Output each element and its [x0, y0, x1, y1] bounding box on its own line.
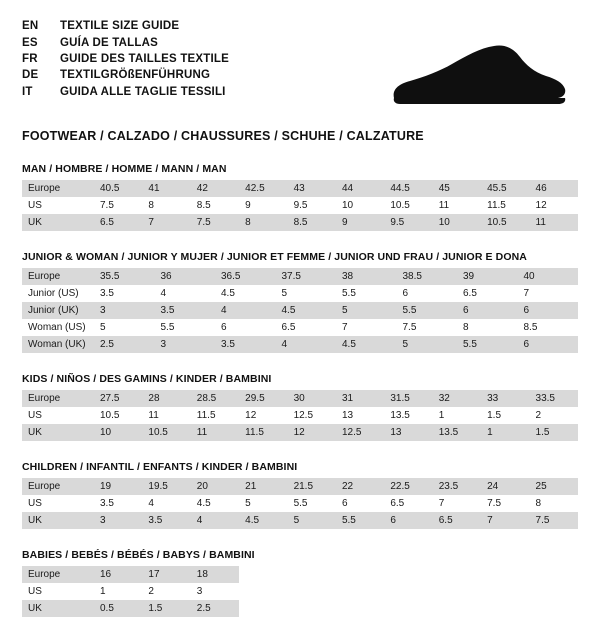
row-label: US [22, 197, 94, 214]
language-row [22, 67, 229, 83]
row-label: Junior (UK) [22, 302, 94, 319]
dress-shoe-icon [388, 40, 568, 115]
table-cell: 9.5 [288, 197, 336, 214]
section-title: JUNIOR & WOMAN / JUNIOR Y MUJER / JUNIOR ET FEMME / JUNIOR UND FRAU / JUNIOR E DONA [22, 251, 527, 263]
table-cell: 1.5 [481, 407, 529, 424]
table-cell: 5.5 [397, 302, 458, 319]
table-cell: 10.5 [481, 214, 529, 231]
row-label: Junior (US) [22, 285, 94, 302]
table-row [22, 285, 578, 302]
table-cell: 19.5 [142, 478, 190, 495]
table-cell: 4 [276, 336, 337, 353]
table-cell: 10.5 [94, 407, 142, 424]
table-cell: 7.5 [94, 197, 142, 214]
row-label: Europe [22, 390, 94, 407]
table-cell: 3 [196, 586, 203, 597]
table-cell: 6.5 [384, 495, 432, 512]
language-code: EN [22, 20, 39, 33]
table-cell: 36 [155, 268, 216, 285]
language-title-list [22, 18, 229, 100]
table-cell: 7.5 [397, 319, 458, 336]
table-cell: 3.5 [155, 302, 216, 319]
table-cell: 8 [457, 319, 518, 336]
table-cell: 5 [239, 495, 287, 512]
table-cell: 27.5 [94, 390, 142, 407]
table-cell: 31 [336, 390, 384, 407]
table-cell: 3.5 [142, 512, 190, 529]
table-cell: 16 [94, 566, 142, 583]
language-code: FR [22, 52, 38, 65]
table-row [22, 197, 578, 214]
table-cell: 3 [155, 336, 216, 353]
row-label: Europe [22, 180, 94, 197]
table-cell: 6 [215, 319, 276, 336]
language-code: ES [22, 36, 38, 49]
language-row [22, 51, 229, 67]
table-row [22, 600, 578, 617]
section-title: CHILDREN / INFANTIL / ENFANTS / KINDER / BAMBINI [22, 461, 298, 473]
table-row [22, 268, 578, 285]
table-cell: 3 [94, 512, 142, 529]
size-table-junior-woman [22, 268, 578, 353]
table-cell: 43 [288, 180, 336, 197]
table-cell: 5 [336, 302, 397, 319]
table-row [22, 478, 578, 495]
table-cell: 4 [215, 302, 276, 319]
size-table-man [22, 180, 578, 231]
table-row [22, 583, 578, 600]
table-cell: 7.5 [191, 214, 239, 231]
table-cell: 1 [481, 424, 529, 441]
table-cell: 6 [457, 302, 518, 319]
table-cell: 8 [530, 495, 578, 512]
table-cell: 42.5 [239, 180, 287, 197]
table-cell: 6.5 [457, 285, 518, 302]
table-cell: 2 [530, 407, 578, 424]
table-cell: 8.5 [191, 197, 239, 214]
section-children [22, 461, 578, 529]
table-cell: 18 [191, 566, 239, 583]
table-cell: 4 [155, 285, 216, 302]
section-babies [22, 549, 578, 617]
table-cell: 12 [239, 407, 287, 424]
language-title: GUIDE DES TAILLES TEXTILE [60, 52, 229, 65]
table-cell: 13.5 [433, 424, 481, 441]
table-cell: 5 [94, 319, 155, 336]
table-cell: 13 [384, 424, 432, 441]
table-cell: 33.5 [530, 390, 578, 407]
table-cell: 46 [530, 180, 578, 197]
table-cell: 36.5 [215, 268, 276, 285]
table-cell: 2.5 [191, 600, 239, 617]
table-cell: 4 [142, 495, 190, 512]
row-label: Woman (US) [22, 319, 94, 336]
table-cell: 38 [336, 268, 397, 285]
category-line: FOOTWEAR / CALZADO / CHAUSSURES / SCHUHE / CALZATURE [22, 129, 424, 143]
section-junior-woman [22, 251, 578, 353]
language-row [22, 34, 229, 50]
table-cell: 1 [433, 407, 481, 424]
table-cell: 6 [384, 512, 432, 529]
table-cell-empty [239, 583, 578, 600]
table-cell: 45 [433, 180, 481, 197]
row-label: US [22, 495, 94, 512]
table-cell: 6.5 [276, 319, 337, 336]
language-row [22, 84, 229, 100]
section-title: MAN / HOMBRE / HOMME / MANN / MAN [22, 163, 227, 175]
table-row [22, 302, 578, 319]
table-cell: 33 [481, 390, 529, 407]
table-row [22, 180, 578, 197]
table-cell: 23.5 [433, 478, 481, 495]
table-cell: 44.5 [384, 180, 432, 197]
row-label: Europe [22, 478, 94, 495]
table-cell: 8.5 [518, 319, 579, 336]
table-cell: 2.5 [94, 336, 155, 353]
table-row [22, 336, 578, 353]
table-cell: 5.5 [336, 285, 397, 302]
table-cell: 8.5 [288, 214, 336, 231]
table-cell: 4.5 [191, 495, 239, 512]
table-cell: 7 [518, 285, 579, 302]
table-cell: 6 [518, 302, 579, 319]
table-cell: 2 [148, 586, 154, 597]
table-cell: 20 [191, 478, 239, 495]
table-cell: 0.5 [94, 600, 142, 617]
table-cell: 6.5 [94, 214, 142, 231]
row-label: UK [22, 424, 94, 441]
table-cell: 31.5 [384, 390, 432, 407]
table-cell: 35.5 [94, 268, 155, 285]
table-cell: 11 [433, 197, 481, 214]
row-label: UK [22, 512, 94, 529]
table-cell: 12.5 [336, 424, 384, 441]
table-cell: 6 [518, 336, 579, 353]
table-cell: 4.5 [215, 285, 276, 302]
table-cell: 4.5 [276, 302, 337, 319]
table-cell: 28.5 [191, 390, 239, 407]
language-title: TEXTILE SIZE GUIDE [60, 20, 180, 33]
table-cell: 21.5 [288, 478, 336, 495]
table-cell-empty [239, 600, 578, 617]
table-cell: 8 [142, 197, 190, 214]
table-cell: 11.5 [191, 407, 239, 424]
table-row [22, 512, 578, 529]
row-label: US [22, 407, 94, 424]
table-cell: 6.5 [433, 512, 481, 529]
table-cell: 7 [336, 319, 397, 336]
table-cell: 5.5 [457, 336, 518, 353]
table-cell: 10 [94, 424, 142, 441]
table-cell: 44 [336, 180, 384, 197]
table-cell: 4 [191, 512, 239, 529]
table-cell: 12.5 [288, 407, 336, 424]
table-cell: 6 [397, 285, 458, 302]
table-cell: 11.5 [239, 424, 287, 441]
language-row [22, 18, 229, 34]
table-cell: 41 [142, 180, 190, 197]
table-cell: 10 [433, 214, 481, 231]
table-cell: 11 [142, 407, 190, 424]
table-cell: 5 [397, 336, 458, 353]
table-cell: 11.5 [481, 197, 529, 214]
table-cell: 22 [336, 478, 384, 495]
table-cell: 39 [457, 268, 518, 285]
table-cell: 5 [288, 512, 336, 529]
language-code: IT [22, 85, 33, 98]
section-title: KIDS / NIÑOS / DES GAMINS / KINDER / BAMBINI [22, 373, 272, 385]
row-label: UK [22, 600, 94, 617]
row-label: Europe [22, 566, 94, 583]
section-kids [22, 373, 578, 441]
size-table-babies [22, 566, 578, 617]
table-cell: 37.5 [276, 268, 337, 285]
table-cell: 38.5 [397, 268, 458, 285]
table-cell: 9.5 [384, 214, 432, 231]
table-cell: 11 [191, 424, 239, 441]
table-row [22, 495, 578, 512]
table-row [22, 566, 578, 583]
table-cell: 7.5 [481, 495, 529, 512]
table-cell: 32 [433, 390, 481, 407]
table-cell: 42 [191, 180, 239, 197]
table-cell: 25 [530, 478, 578, 495]
size-table-kids [22, 390, 578, 441]
table-cell: 3 [94, 302, 155, 319]
table-row [22, 214, 578, 231]
table-cell: 10.5 [142, 424, 190, 441]
table-cell: 7 [481, 512, 529, 529]
language-title: TEXTILGRÖßENFÜHRUNG [60, 69, 211, 82]
row-label: UK [22, 214, 94, 231]
table-cell: 9 [336, 214, 384, 231]
language-title: GUIDA ALLE TAGLIE TESSILI [60, 85, 226, 98]
table-cell: 12 [288, 424, 336, 441]
table-cell: 5.5 [155, 319, 216, 336]
row-label: Woman (UK) [22, 336, 94, 353]
document-header [22, 18, 578, 115]
table-cell: 3.5 [94, 495, 142, 512]
table-cell: 4.5 [239, 512, 287, 529]
table-cell: 40 [518, 268, 579, 285]
table-cell: 3.5 [94, 285, 155, 302]
table-cell: 13 [336, 407, 384, 424]
table-row [22, 424, 578, 441]
table-cell: 7 [433, 495, 481, 512]
table-cell: 8 [239, 214, 287, 231]
table-row [22, 407, 578, 424]
table-cell: 30 [288, 390, 336, 407]
row-label: Europe [22, 268, 94, 285]
table-cell: 4.5 [336, 336, 397, 353]
table-cell: 19 [94, 478, 142, 495]
language-code: DE [22, 69, 39, 82]
table-cell: 29.5 [239, 390, 287, 407]
table-cell: 45.5 [481, 180, 529, 197]
table-cell-empty [239, 566, 578, 583]
table-cell: 3.5 [215, 336, 276, 353]
table-cell: 7 [142, 214, 190, 231]
table-cell: 11 [530, 214, 578, 231]
section-title: BABIES / BEBÉS / BÉBÉS / BABYS / BAMBINI [22, 549, 255, 561]
table-cell: 21 [239, 478, 287, 495]
section-man [22, 163, 578, 231]
table-cell: 13.5 [384, 407, 432, 424]
language-title: GUÍA DE TALLAS [60, 36, 158, 49]
row-label: US [28, 586, 42, 597]
table-row [22, 390, 578, 407]
table-cell: 22.5 [384, 478, 432, 495]
table-cell: 5.5 [336, 512, 384, 529]
table-cell: 24 [481, 478, 529, 495]
table-cell: 28 [142, 390, 190, 407]
table-cell: 5.5 [288, 495, 336, 512]
table-cell: 17 [142, 566, 190, 583]
table-cell: 40.5 [94, 180, 142, 197]
table-cell: 7.5 [530, 512, 578, 529]
table-cell: 10.5 [384, 197, 432, 214]
table-cell: 9 [239, 197, 287, 214]
table-cell: 6 [336, 495, 384, 512]
table-cell: 10 [336, 197, 384, 214]
size-table-children [22, 478, 578, 529]
table-cell: 12 [530, 197, 578, 214]
table-row [22, 319, 578, 336]
table-cell: 1 [100, 586, 106, 597]
table-cell: 1.5 [142, 600, 190, 617]
table-cell: 1.5 [530, 424, 578, 441]
table-cell: 5 [276, 285, 337, 302]
